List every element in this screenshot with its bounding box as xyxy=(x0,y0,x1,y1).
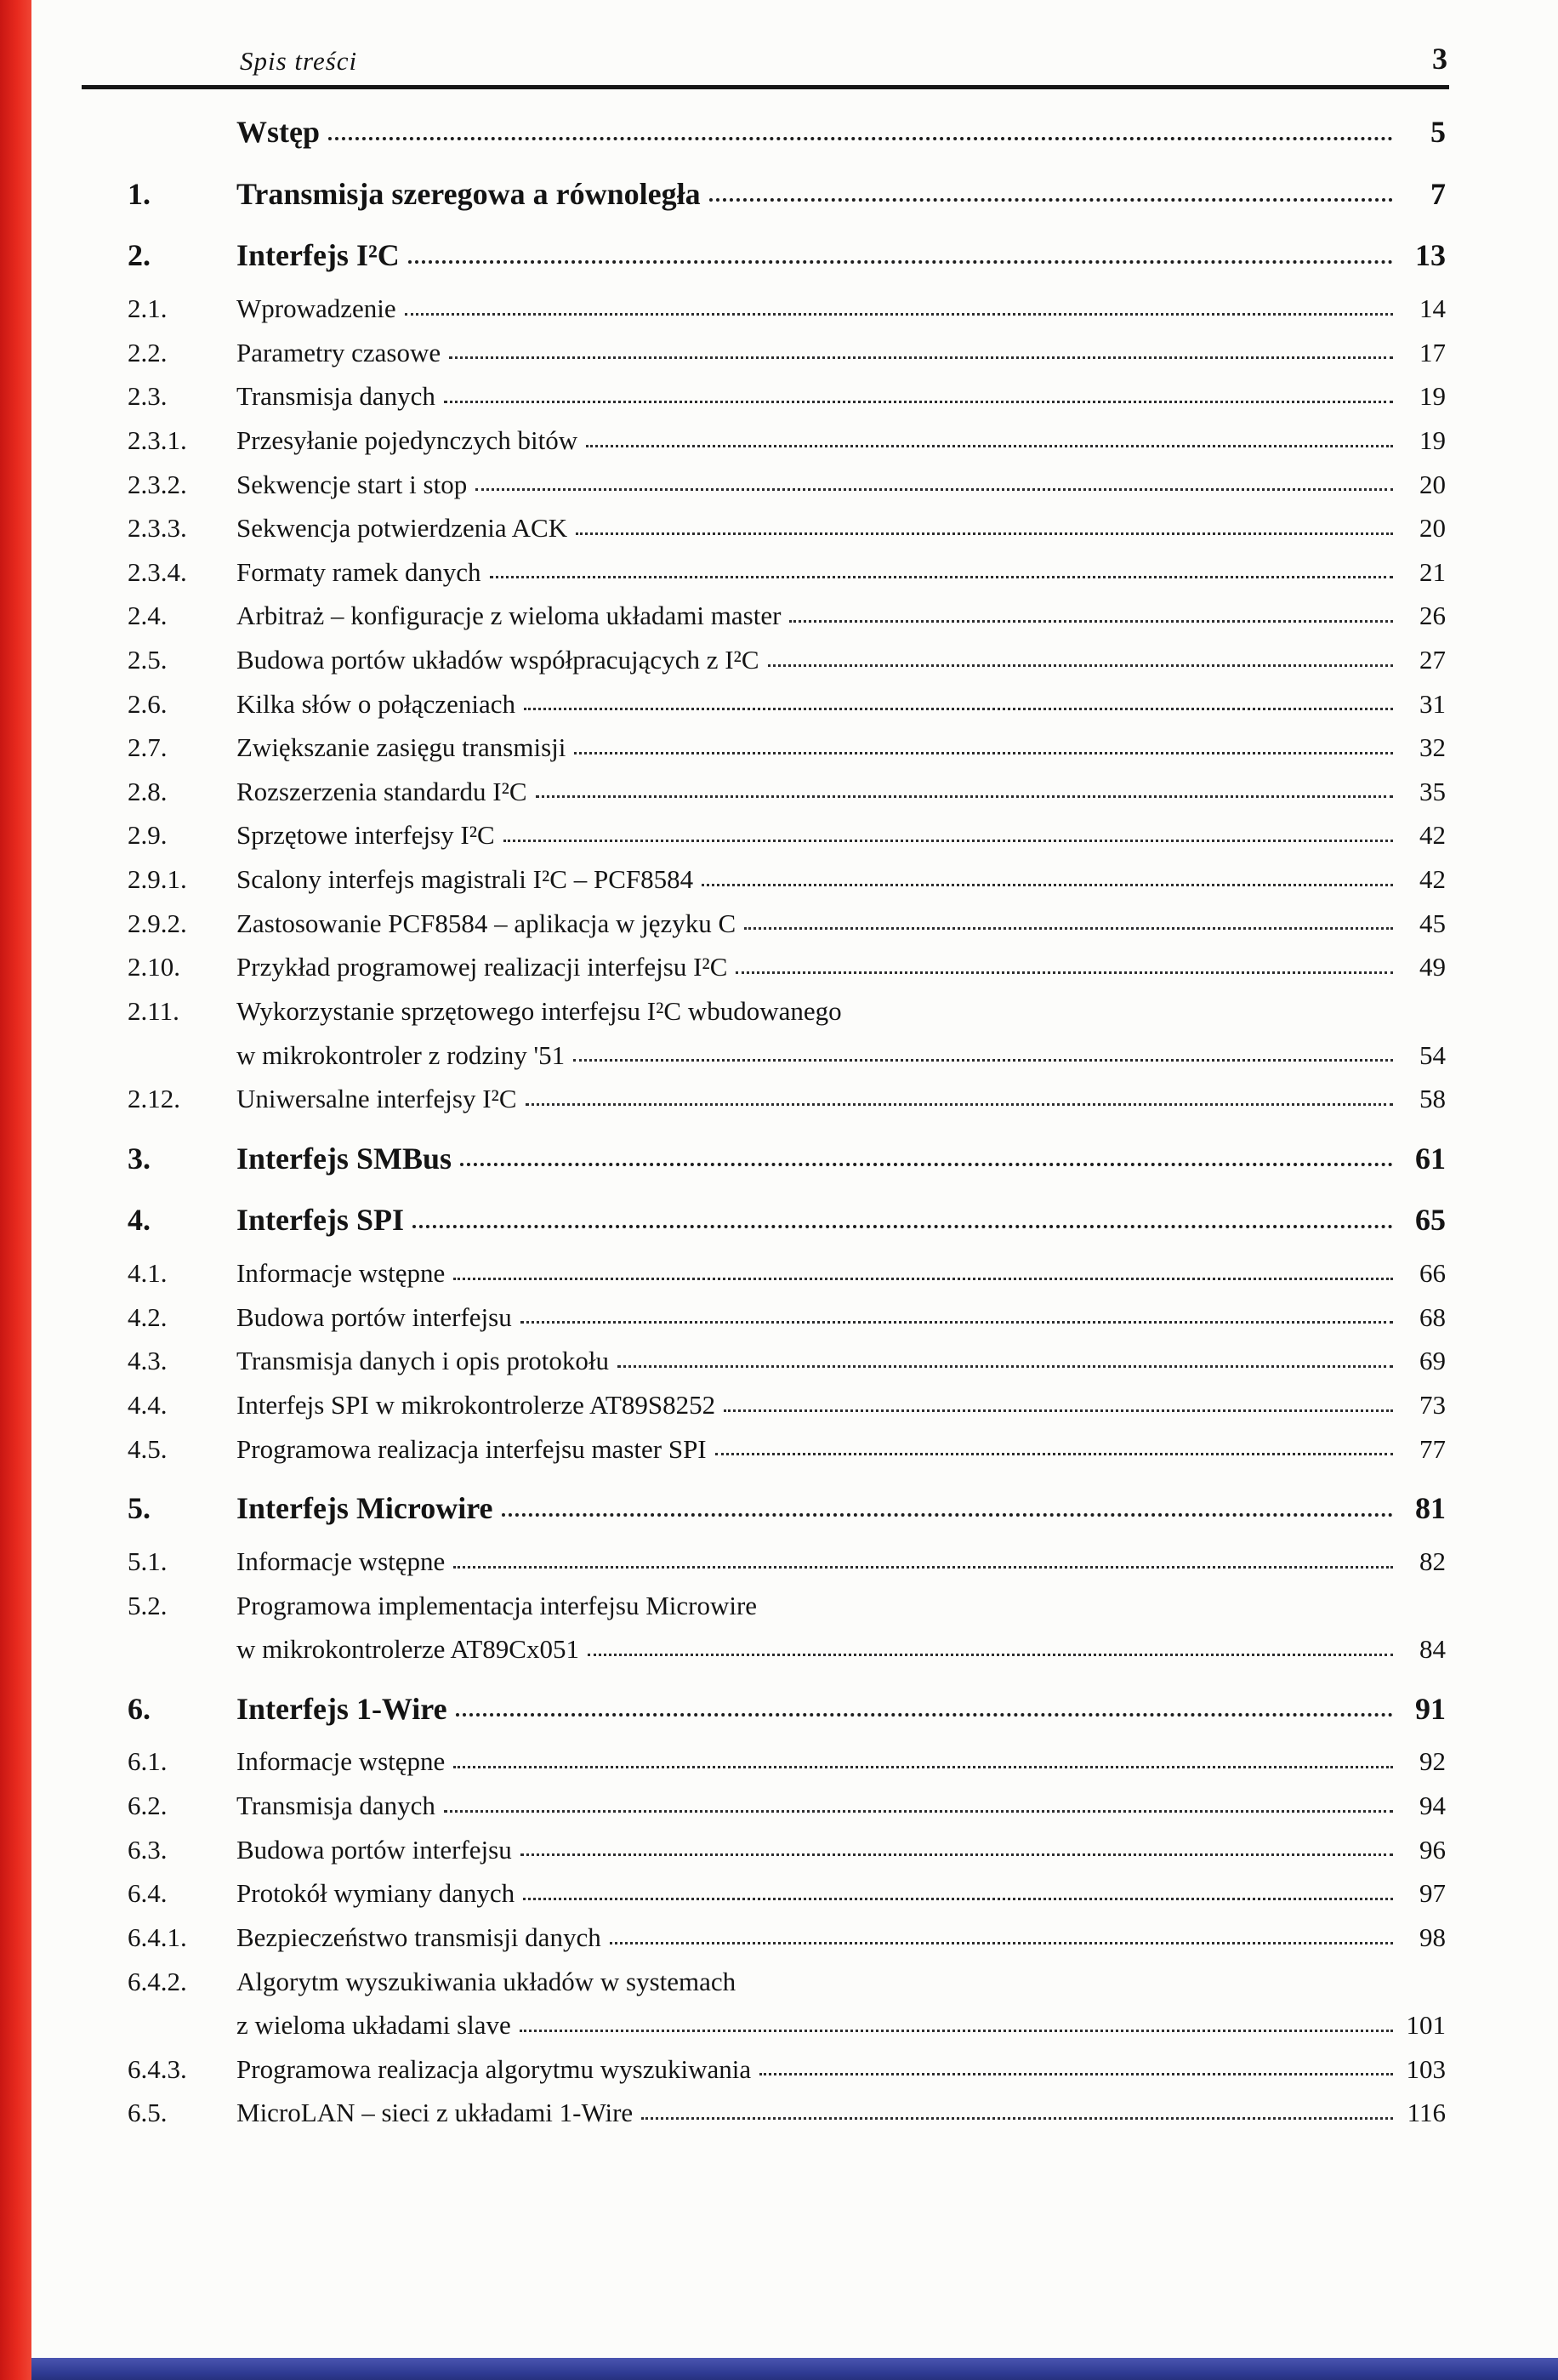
toc-dot-leader xyxy=(503,840,1393,842)
toc-entry-title: Programowa realizacja interfejsu master SPI xyxy=(236,1433,707,1464)
toc-entry-page: 19 xyxy=(1419,424,1446,455)
toc-entry-title: Programowa realizacja algorytmu wyszukiwania xyxy=(236,2053,752,2084)
toc-entry-title: Scalony interfejs magistrali I²C – PCF8584 xyxy=(236,864,694,895)
toc-dot-leader xyxy=(412,1225,1393,1228)
toc-entry-page: 20 xyxy=(1419,513,1446,544)
toc-entry xyxy=(128,1739,1446,1784)
toc-entry-page: 19 xyxy=(1419,381,1446,412)
toc-entry-page: 96 xyxy=(1419,1834,1446,1865)
toc-entry-title: Interfejs SPI xyxy=(236,1203,404,1238)
toc-entry-number: 2.2. xyxy=(128,337,168,367)
toc-dot-leader xyxy=(456,1713,1393,1717)
toc-entry xyxy=(128,1339,1446,1383)
toc-entry-page: 21 xyxy=(1419,556,1446,587)
toc-entry-page: 49 xyxy=(1419,952,1446,982)
toc-entry-title: Transmisja danych xyxy=(236,1791,435,1821)
toc-dot-leader xyxy=(617,1365,1393,1368)
toc-entry xyxy=(128,1627,1446,1671)
toc-entry-title: Budowa portów układów współpracujących z I²C xyxy=(236,645,759,675)
toc-entry-title: Rozszerzenia standardu I²C xyxy=(236,776,527,806)
toc-entry-page: 42 xyxy=(1419,820,1446,851)
toc-entry-title: Wykorzystanie sprzętowego interfejsu I²C wbudowanego xyxy=(236,995,842,1026)
toc-entry-title: Interfejs I²C xyxy=(236,238,400,273)
toc-entry-title: z wieloma układami slave xyxy=(236,2010,511,2041)
toc-entry-page: 82 xyxy=(1419,1546,1446,1576)
toc-entry xyxy=(128,2003,1446,2047)
toc-entry xyxy=(128,989,1446,1033)
toc-dot-leader xyxy=(641,2117,1393,2120)
toc-entry-number: 6.2. xyxy=(128,1791,168,1821)
toc-entry-title: Interfejs Microwire xyxy=(236,1491,493,1526)
toc-entry-title: Interfejs SMBus xyxy=(236,1141,452,1176)
toc-entry-page: 31 xyxy=(1419,688,1446,719)
toc-dot-leader xyxy=(453,1278,1393,1280)
toc-entry-title: Informacje wstępne xyxy=(236,1546,446,1576)
toc-dot-leader xyxy=(520,1853,1393,1856)
toc-dot-leader xyxy=(408,260,1393,264)
toc-entry xyxy=(128,594,1446,638)
scan-edge-blue-bar xyxy=(31,2358,1558,2380)
toc-list xyxy=(82,108,1449,2135)
toc-entry-number: 4.5. xyxy=(128,1433,168,1464)
toc-entry-number: 5. xyxy=(128,1491,151,1526)
toc-entry-number: 6.4.1. xyxy=(128,1922,187,1952)
toc-entry-title: MicroLAN – sieci z układami 1-Wire xyxy=(236,2098,634,2128)
toc-entry xyxy=(128,1484,1446,1533)
toc-entry xyxy=(128,770,1446,814)
toc-entry-title: Informacje wstępne xyxy=(236,1746,446,1777)
toc-entry-page: 116 xyxy=(1407,2098,1446,2128)
toc-entry-number: 6.1. xyxy=(128,1746,168,1777)
toc-entry-number: 2.4. xyxy=(128,601,168,631)
toc-entry-number: 2. xyxy=(128,238,151,273)
toc-entry xyxy=(128,1033,1446,1078)
toc-entry xyxy=(128,857,1446,902)
toc-entry-number: 6.4.2. xyxy=(128,1966,187,1996)
toc-entry-number: 6.5. xyxy=(128,2098,168,2128)
toc-dot-leader xyxy=(702,884,1393,886)
toc-dot-leader xyxy=(405,313,1393,316)
toc-entry xyxy=(128,374,1446,418)
toc-entry-title: Arbitraż – konfiguracje z wieloma układami master xyxy=(236,601,782,631)
page-number: 3 xyxy=(1432,42,1447,76)
toc-entry-page: 94 xyxy=(1419,1791,1446,1821)
toc-entry xyxy=(128,726,1446,770)
toc-dot-leader xyxy=(715,1453,1393,1455)
toc-entry-title: Przesyłanie pojedynczych bitów xyxy=(236,424,578,455)
toc-entry-page: 103 xyxy=(1406,2053,1446,2084)
toc-entry-page: 26 xyxy=(1419,601,1446,631)
toc-entry-number: 2.9.2. xyxy=(128,908,187,938)
page-header xyxy=(82,36,1449,83)
toc-entry-number: 2.9. xyxy=(128,820,168,851)
toc-dot-leader xyxy=(502,1513,1393,1517)
toc-dot-leader xyxy=(490,576,1393,578)
toc-entry-title: Budowa portów interfejsu xyxy=(236,1834,512,1865)
toc-entry-number: 5.1. xyxy=(128,1546,168,1576)
toc-entry-title: Programowa implementacja interfejsu Microwire xyxy=(236,1590,758,1620)
toc-dot-leader xyxy=(453,1566,1393,1569)
toc-entry-number: 2.5. xyxy=(128,645,168,675)
toc-entry xyxy=(128,1077,1446,1121)
toc-entry-number: 2.3.4. xyxy=(128,556,187,587)
toc-entry-page: 58 xyxy=(1419,1084,1446,1114)
toc-entry xyxy=(128,1828,1446,1872)
toc-entry-title: Sekwencja potwierdzenia ACK xyxy=(236,513,568,544)
toc-entry-number: 6.4.3. xyxy=(128,2053,187,2084)
toc-dot-leader xyxy=(789,620,1393,623)
toc-entry-title: Uniwersalne interfejsy I²C xyxy=(236,1084,517,1114)
toc-entry-page: 14 xyxy=(1419,293,1446,324)
toc-entry-title: Interfejs SPI w mikrokontrolerze AT89S8252 xyxy=(236,1390,716,1420)
toc-dot-leader xyxy=(724,1409,1393,1412)
toc-entry-title: Kilka słów o połączeniach xyxy=(236,688,515,719)
toc-dot-leader xyxy=(759,2073,1393,2075)
toc-entry-title: Zastosowanie PCF8584 – aplikacja w języku C xyxy=(236,908,736,938)
toc-entry xyxy=(128,902,1446,946)
toc-dot-leader xyxy=(526,1103,1393,1106)
toc-entry-title: Algorytm wyszukiwania układów w systemach xyxy=(236,1966,736,1996)
toc-entry-page: 92 xyxy=(1419,1746,1446,1777)
toc-entry-number: 2.3. xyxy=(128,381,168,412)
toc-dot-leader xyxy=(524,708,1393,710)
toc-entry-number: 1. xyxy=(128,176,151,211)
toc-entry-number: 2.3.2. xyxy=(128,469,187,499)
toc-entry-title: Transmisja danych i opis protokołu xyxy=(236,1346,610,1376)
toc-entry-page: 54 xyxy=(1419,1039,1446,1070)
toc-entry-title: w mikrokontrolerze AT89Cx051 xyxy=(236,1634,579,1665)
toc-entry xyxy=(128,1135,1446,1183)
toc-entry-page: 61 xyxy=(1415,1141,1446,1176)
toc-entry-page: 35 xyxy=(1419,776,1446,806)
toc-entry-number: 2.11. xyxy=(128,995,179,1026)
toc-entry xyxy=(128,1383,1446,1427)
toc-entry-number: 2.1. xyxy=(128,293,168,324)
toc-entry xyxy=(128,813,1446,857)
running-head-title: Spis treści xyxy=(240,46,358,76)
toc-entry xyxy=(128,945,1446,989)
toc-entry-page: 65 xyxy=(1415,1203,1446,1238)
toc-entry-number: 2.6. xyxy=(128,688,168,719)
toc-entry xyxy=(128,170,1446,219)
toc-entry-page: 101 xyxy=(1406,2010,1446,2041)
toc-entry xyxy=(128,1784,1446,1828)
toc-dot-leader xyxy=(574,752,1393,754)
toc-entry-page: 13 xyxy=(1415,238,1446,273)
toc-entry-page: 20 xyxy=(1419,469,1446,499)
toc-entry-page: 73 xyxy=(1419,1390,1446,1420)
toc-entry xyxy=(128,550,1446,595)
toc-entry-title: Sekwencje start i stop xyxy=(236,469,468,499)
toc-entry xyxy=(128,418,1446,463)
toc-entry-number: 4.2. xyxy=(128,1301,168,1332)
toc-dot-leader xyxy=(520,1321,1393,1324)
toc-entry-page: 42 xyxy=(1419,864,1446,895)
toc-entry-page: 66 xyxy=(1419,1258,1446,1289)
toc-entry-number: 2.9.1. xyxy=(128,864,187,895)
toc-entry-title: Budowa portów interfejsu xyxy=(236,1301,512,1332)
toc-entry-page: 77 xyxy=(1419,1433,1446,1464)
scan-edge-red-stripe xyxy=(0,0,31,2380)
toc-entry xyxy=(128,1871,1446,1916)
toc-entry-number: 2.7. xyxy=(128,732,168,763)
toc-dot-leader xyxy=(444,1810,1393,1813)
toc-entry xyxy=(128,506,1446,550)
toc-entry-page: 32 xyxy=(1419,732,1446,763)
toc-entry-page: 27 xyxy=(1419,645,1446,675)
toc-dot-leader xyxy=(444,401,1393,403)
toc-entry-title: Bezpieczeństwo transmisji danych xyxy=(236,1922,601,1952)
toc-dot-leader xyxy=(768,664,1393,667)
toc-entry-page: 69 xyxy=(1419,1346,1446,1376)
toc-entry-number: 4.1. xyxy=(128,1258,168,1289)
toc-dot-leader xyxy=(586,445,1393,447)
toc-dot-leader xyxy=(328,137,1393,140)
toc-entry-page: 84 xyxy=(1419,1634,1446,1665)
toc-dot-leader xyxy=(588,1654,1393,1656)
toc-dot-leader xyxy=(709,198,1393,202)
toc-entry-title: Zwiększanie zasięgu transmisji xyxy=(236,732,566,763)
toc-entry-page: 68 xyxy=(1419,1301,1446,1332)
toc-entry-number: 6. xyxy=(128,1691,151,1726)
toc-entry-title: Sprzętowe interfejsy I²C xyxy=(236,820,495,851)
toc-entry-title: Wstęp xyxy=(236,115,320,149)
toc-entry xyxy=(128,463,1446,507)
toc-entry-number: 4. xyxy=(128,1203,151,1238)
toc-dot-leader xyxy=(576,532,1393,535)
toc-dot-leader xyxy=(520,2030,1393,2032)
toc-dot-leader xyxy=(475,488,1393,491)
toc-entry-page: 97 xyxy=(1419,1878,1446,1909)
toc-entry-title: Formaty ramek danych xyxy=(236,556,481,587)
toc-entry-title: Parametry czasowe xyxy=(236,337,441,367)
header-rule xyxy=(82,85,1449,89)
toc-entry-number: 2.3.1. xyxy=(128,424,187,455)
toc-entry-title: Informacje wstępne xyxy=(236,1258,446,1289)
toc-dot-leader xyxy=(573,1059,1393,1062)
toc-dot-leader xyxy=(460,1163,1393,1166)
toc-entry-number: 4.4. xyxy=(128,1390,168,1420)
toc-entry-number: 2.10. xyxy=(128,952,180,982)
toc-entry xyxy=(128,287,1446,331)
toc-entry xyxy=(128,638,1446,682)
toc-entry xyxy=(128,1196,1446,1244)
toc-entry-number: 5.2. xyxy=(128,1590,168,1620)
page-content xyxy=(82,36,1449,2135)
toc-dot-leader xyxy=(736,971,1393,974)
toc-entry xyxy=(128,1960,1446,2004)
toc-entry-title: Protokół wymiany danych xyxy=(236,1878,515,1909)
toc-dot-leader xyxy=(744,927,1393,930)
toc-entry xyxy=(128,1685,1446,1734)
toc-entry xyxy=(128,1540,1446,1584)
toc-entry-page: 7 xyxy=(1430,176,1446,211)
toc-entry-title: w mikrokontroler z rodziny '51 xyxy=(236,1039,566,1070)
toc-dot-leader xyxy=(449,356,1393,359)
toc-entry-number: 2.12. xyxy=(128,1084,180,1114)
toc-dot-leader xyxy=(610,1942,1393,1944)
toc-entry-title: Przykład programowej realizacji interfejsu I²C xyxy=(236,952,728,982)
toc-dot-leader xyxy=(523,1898,1393,1900)
toc-entry-number: 6.4. xyxy=(128,1878,168,1909)
toc-dot-leader xyxy=(453,1766,1393,1768)
toc-entry xyxy=(128,331,1446,375)
toc-entry-page: 81 xyxy=(1415,1491,1446,1526)
toc-dot-leader xyxy=(536,795,1393,798)
toc-entry xyxy=(128,1584,1446,1628)
toc-entry xyxy=(128,231,1446,280)
toc-entry-number: 2.3.3. xyxy=(128,513,187,544)
toc-entry xyxy=(128,1427,1446,1472)
toc-entry-page: 5 xyxy=(1430,115,1446,149)
toc-entry-title: Wprowadzenie xyxy=(236,293,396,324)
toc-entry-number: 3. xyxy=(128,1141,151,1176)
toc-entry-page: 91 xyxy=(1415,1691,1446,1726)
toc-entry-title: Transmisja szeregowa a równoległa xyxy=(236,176,701,211)
toc-entry-page: 17 xyxy=(1419,337,1446,367)
toc-entry xyxy=(128,682,1446,726)
toc-entry-number: 4.3. xyxy=(128,1346,168,1376)
toc-entry xyxy=(128,1916,1446,1960)
toc-entry-number: 6.3. xyxy=(128,1834,168,1865)
toc-entry xyxy=(128,108,1446,157)
toc-entry-page: 45 xyxy=(1419,908,1446,938)
toc-entry xyxy=(128,1295,1446,1340)
toc-entry xyxy=(128,1251,1446,1295)
toc-entry-page: 98 xyxy=(1419,1922,1446,1952)
toc-entry-number: 2.8. xyxy=(128,776,168,806)
toc-entry xyxy=(128,2091,1446,2135)
toc-entry-title: Interfejs 1-Wire xyxy=(236,1691,447,1726)
toc-entry-title: Transmisja danych xyxy=(236,381,435,412)
toc-entry xyxy=(128,2047,1446,2092)
